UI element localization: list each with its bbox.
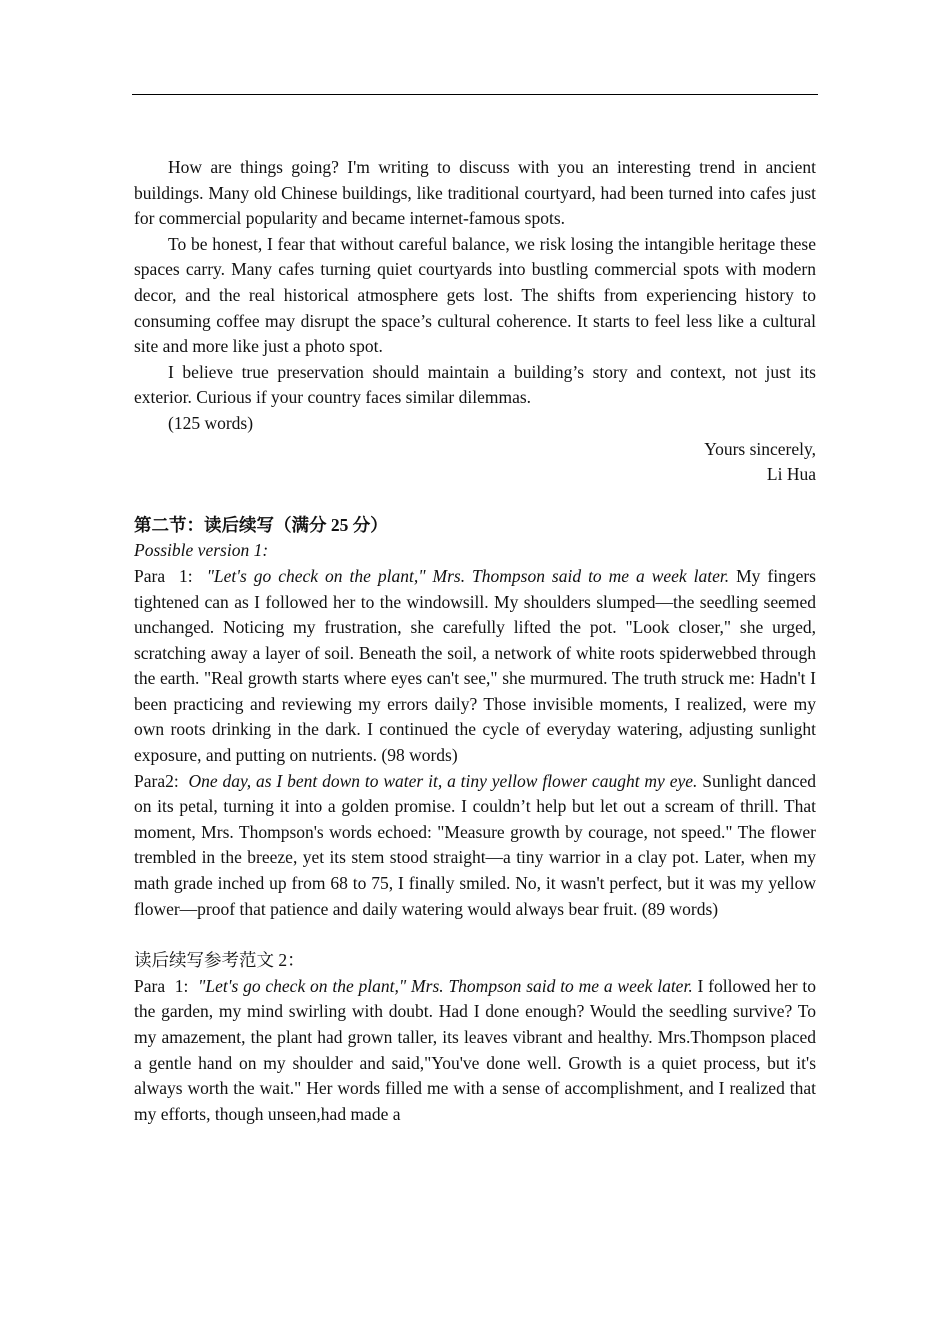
version2-para1-prefix: Para 1:	[134, 975, 198, 996]
letter-paragraph-3: I believe true preservation should maintain a building’s story and context, not just its exterior. Curious if your country faces similar dilemmas.	[134, 361, 816, 408]
letter-word-count: (125 words)	[168, 412, 254, 433]
version1-label: Possible version 1:	[134, 540, 269, 561]
version2-para1-opening: "Let's go check on the plant," Mrs. Thompson said to me a week later.	[197, 975, 693, 996]
version1-para1-opening: "Let's go check on the plant," Mrs. Thompson said to me a week later.	[206, 565, 730, 586]
version1-para2	[134, 769, 816, 923]
letter-paragraph-2: To be honest, I fear that without careful balance, we risk losing the intangible heritage these spaces carry. Many cafes turning quiet courtyards into bustling commercial spots with modern decor, and the real historical atmosphere gets lost. The shifts from experiencing history to consuming coffee may disrupt the space’s cultural coherence. It starts to feel less like a cultural site and more like just a photo spot.	[134, 233, 816, 357]
letter-signature: Li Hua	[766, 464, 816, 485]
version1-para2-body: Sunlight danced on its petal, turning it into a golden promise. I couldn’t help but let out a scream of thrill. That moment, Mrs. Thompson's words echoed: "Measure growth by courage, not speed." The flower trembled in the breeze, yet its stem stood straight—a tiny warrior in a clay pot. Later, when my math grade inched up from 68 to 75, I finally smiled. No, it wasn't perfect, but it was my yellow flower—proof that patience and daily watering would always bear fruit. (89 words)	[134, 770, 816, 919]
letter-closing: Yours sincerely,	[704, 438, 816, 459]
version1-para1-prefix: Para 1:	[134, 565, 207, 586]
version1-para1	[134, 564, 816, 769]
version2-para1-body: I followed her to the garden, my mind swirling with doubt. Had I done enough? Would the seedling survive? To my amazement, the plant had grown taller, its leaves vibrant and healthy. Mrs.Thompson placed a gentle hand on my shoulder and said,"You've done well. Growth is a quiet process, but it's always worth the wait." Her words filled me with a sense of accomplishment, and I realized that my efforts, though unseen,had made a	[134, 975, 816, 1124]
version2-para1	[134, 974, 816, 1128]
letter-paragraph-1: How are things going? I'm writing to discuss with you an interesting trend in ancient buildings. Many old Chinese buildings, like traditional courtyard, had been turned into cafes just for commercial popularity and became internet-famous spots.	[134, 157, 816, 229]
section-heading: 第二节：读后续写（满分 25 分）	[134, 514, 388, 535]
version1-para2-opening: One day, as I bent down to water it, a tiny yellow flower caught my eye.	[188, 770, 698, 791]
version1-para1-body: My fingers tightened can as I followed her to the windowsill. My shoulders slumped—the seedling seemed unchanged. Noticing my frustration, she carefully lifted the pot. "Look closer," she urged, scratching away a layer of soil. Beneath the soil, a network of white roots spiderwebbed through the earth. "Real growth starts where eyes can't see," she murmured. The truth struck me: Hadn't I been practicing and reviewing my errors daily? Those invisible moments, I realized, were my own roots drinking in the dark. I continued the cycle of everyday watering, adjusting sunlight exposure, and putting on nutrients. (98 words)	[134, 565, 816, 766]
document-body	[134, 155, 816, 1127]
version1-para2-prefix: Para2:	[134, 770, 189, 791]
header-rule	[132, 94, 818, 95]
version2-label: 读后续写参考范文 2：	[134, 950, 305, 971]
